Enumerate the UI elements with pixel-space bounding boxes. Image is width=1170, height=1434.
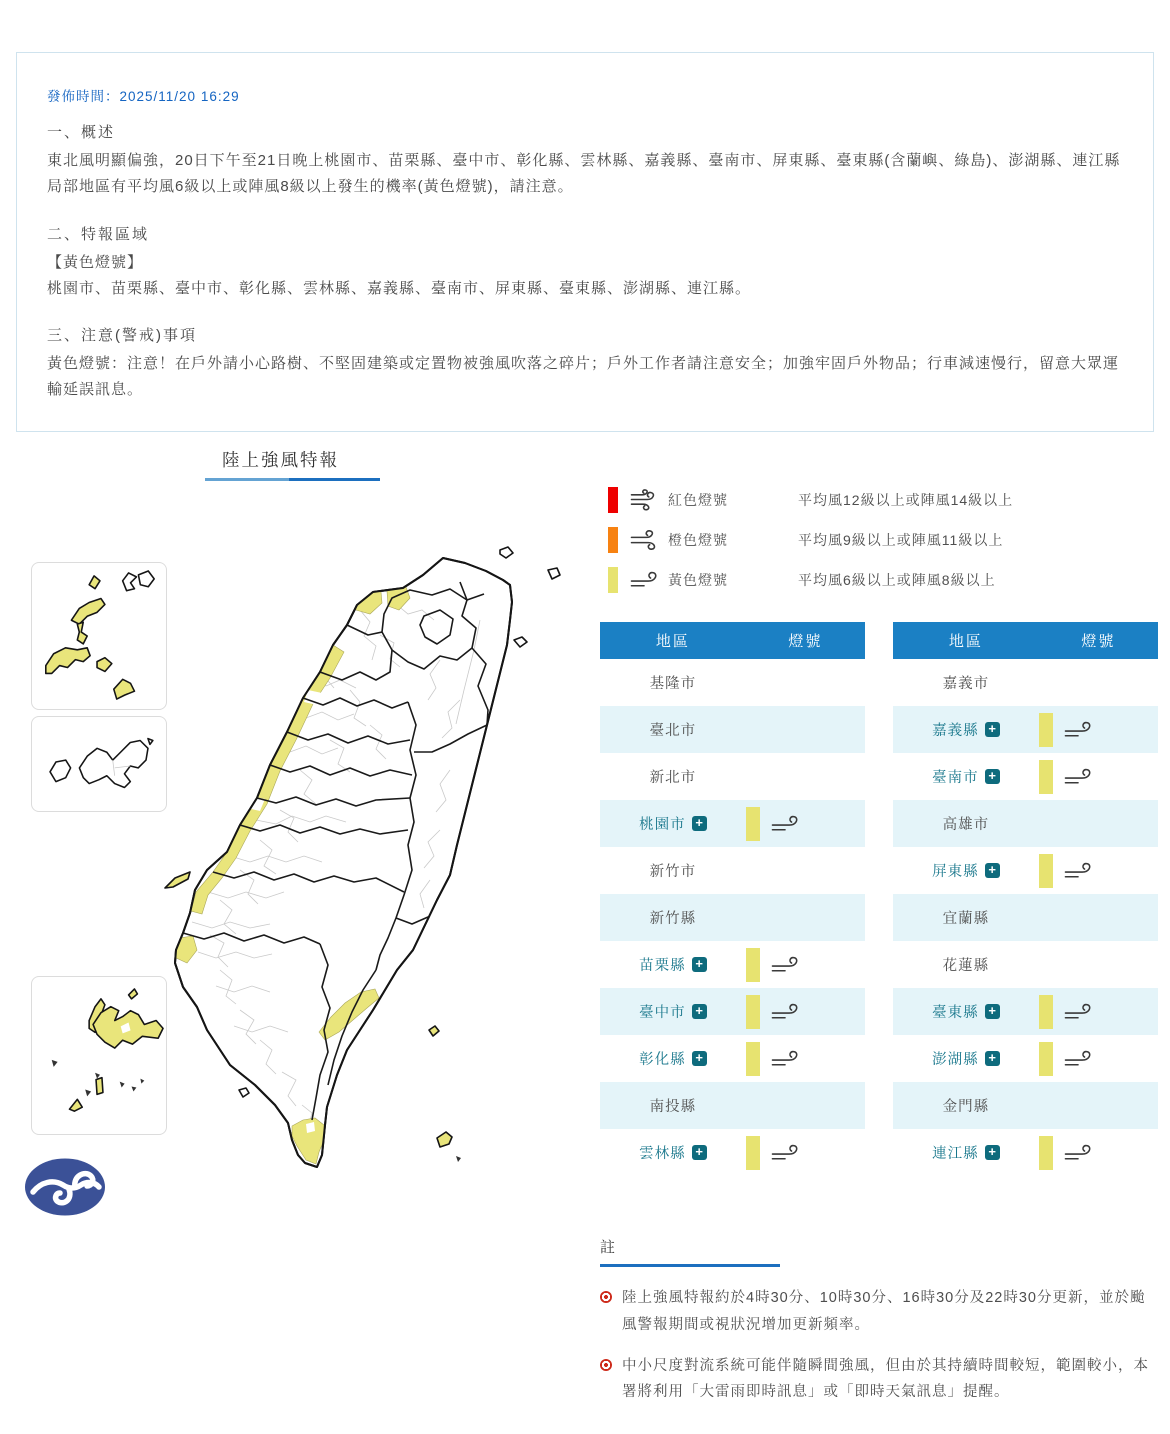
table-row <box>893 1082 1158 1129</box>
region-cell <box>893 672 1039 693</box>
signal-cell <box>746 995 865 1029</box>
table-row <box>893 1035 1158 1082</box>
region-cell <box>600 1048 746 1069</box>
signal-cell <box>1039 713 1158 747</box>
table-row <box>600 1082 865 1129</box>
islet-north-1 <box>500 547 513 558</box>
wind-icon <box>1062 1047 1094 1071</box>
section-1-title: 一、概述 <box>47 124 116 141</box>
legend-item <box>608 487 1013 513</box>
signal-cell <box>1039 1042 1158 1076</box>
region-name: 新竹縣 <box>649 911 697 927</box>
table-row <box>600 988 865 1035</box>
note-bullet-icon <box>600 1359 612 1371</box>
signal-cell <box>746 1136 865 1170</box>
expand-plus-icon[interactable]: + <box>692 1145 707 1160</box>
table-row <box>600 800 865 847</box>
table-header-region: 地區 <box>948 633 983 650</box>
region-cell <box>893 1001 1039 1022</box>
map-title-underline <box>205 478 380 481</box>
legend-signal-desc: 平均風12級以上或陣風14級以上 <box>798 492 1014 508</box>
expand-plus-icon[interactable]: + <box>692 957 707 972</box>
region-cell <box>893 766 1039 787</box>
islet-guishan <box>514 637 527 647</box>
note-bullet-icon <box>600 1291 612 1303</box>
expand-plus-icon[interactable]: + <box>692 816 707 831</box>
region-name: 嘉義市 <box>942 676 990 692</box>
region-cell <box>893 860 1039 881</box>
notes-title-underline <box>600 1264 780 1267</box>
publish-time: 發佈時間：2025/11/20 16:29 <box>47 89 240 104</box>
table-row <box>893 894 1158 941</box>
region-name: 南投縣 <box>649 1099 697 1115</box>
section-2-label: 【黃色燈號】 <box>47 253 144 271</box>
islet-keelung <box>548 568 560 579</box>
table-header <box>600 622 865 659</box>
yellow-signal-bar <box>746 995 760 1029</box>
section-2-body: 桃園市、苗栗縣、臺中市、彰化縣、雲林縣、嘉義縣、臺南市、屏東縣、臺東縣、澎湖縣、連江縣。 <box>47 279 752 297</box>
note-text: 陸上強風特報約於4時30分、10時30分、16時30分及22時30分更新，並於颱風警報期間或視狀況增加更新頻率。 <box>622 1290 1146 1333</box>
legend-item <box>608 527 1013 553</box>
wind-icon <box>1062 1000 1094 1024</box>
wind-icon <box>628 528 660 552</box>
region-cell <box>893 813 1039 834</box>
legend-signal-desc: 平均風9級以上或陣風11級以上 <box>798 532 1004 548</box>
table-row <box>600 1129 865 1176</box>
table-row <box>893 1129 1158 1176</box>
region-cell <box>600 1001 746 1022</box>
region-name: 基隆市 <box>649 676 697 692</box>
region-cell <box>893 907 1039 928</box>
islet-lanyu <box>437 1132 452 1147</box>
wind-icon <box>628 568 660 592</box>
region-cell <box>893 954 1039 975</box>
region-name[interactable]: 臺南市 <box>932 770 979 786</box>
region-name[interactable]: 雲林縣 <box>639 1146 686 1162</box>
inset-matsu-lienchiang <box>31 562 167 710</box>
wind-icon <box>769 953 801 977</box>
region-cell <box>600 766 746 787</box>
table-row <box>600 847 865 894</box>
yellow-signal-bar <box>746 1042 760 1076</box>
legend-signal-name: 紅色燈號 <box>668 492 728 508</box>
note-text: 中小尺度對流系統可能伴隨瞬間強風，但由於其持續時間較短，範圍較小，本署將利用「大雷雨即時訊息」或「即時天氣訊息」提醒。 <box>622 1357 1149 1401</box>
region-cell <box>600 860 746 881</box>
map-title: 陸上強風特報 <box>222 450 339 470</box>
table-header-region: 地區 <box>655 633 690 650</box>
region-name: 金門縣 <box>942 1099 990 1115</box>
region-name: 宜蘭縣 <box>942 911 990 927</box>
legend-signal-name: 橙色燈號 <box>668 532 728 548</box>
islet-green-island <box>429 1026 439 1036</box>
region-cell <box>600 813 746 834</box>
section-2-title: 二、特報區域 <box>47 225 150 243</box>
yellow-signal-bar <box>1039 854 1053 888</box>
cwb-agency-logo <box>23 1156 107 1218</box>
table-header-signal: 燈號 <box>1081 633 1116 650</box>
region-cell <box>893 1048 1039 1069</box>
signal-cell <box>746 1042 865 1076</box>
wind-icon <box>1062 765 1094 789</box>
yellow-signal-bar <box>1039 713 1053 747</box>
expand-plus-icon[interactable]: + <box>985 1145 1000 1160</box>
expand-plus-icon[interactable]: + <box>985 722 1000 737</box>
wind-icon <box>769 812 801 836</box>
table-row <box>893 753 1158 800</box>
table-row <box>600 659 865 706</box>
table-header-signal: 燈號 <box>788 633 823 650</box>
islet-waisanding-spit <box>165 872 190 888</box>
table-row <box>893 800 1158 847</box>
region-name[interactable]: 屏東縣 <box>932 864 979 880</box>
islet-lanyu-speck <box>456 1156 461 1162</box>
region-name: 新北市 <box>649 770 697 786</box>
yellow-signal-bar <box>746 948 760 982</box>
region-cell <box>600 1095 746 1116</box>
note-item <box>600 1285 1160 1339</box>
legend-signal-desc: 平均風6級以上或陣風8級以上 <box>798 572 996 588</box>
yellow-signal-bar <box>746 1136 760 1170</box>
expand-plus-icon[interactable]: + <box>692 1004 707 1019</box>
table-row <box>600 1035 865 1082</box>
section-3-title: 三、注意(警戒)事項 <box>47 327 197 344</box>
yellow-signal-bar <box>1039 995 1053 1029</box>
expand-plus-icon[interactable]: + <box>985 769 1000 784</box>
wind-icon <box>1062 718 1094 742</box>
region-name: 高雄市 <box>942 817 990 833</box>
signal-cell <box>1039 760 1158 794</box>
region-name[interactable]: 臺中市 <box>639 1005 686 1021</box>
wind-icon <box>628 488 660 512</box>
signal-cell <box>746 807 865 841</box>
bulletin-info-box <box>16 52 1154 432</box>
notes-title: 註 <box>600 1239 617 1256</box>
signal-legend <box>608 487 1013 607</box>
signal-cell <box>746 948 865 982</box>
taiwan-warning-map <box>20 540 580 1230</box>
inset-penghu <box>31 976 167 1135</box>
wind-icon <box>769 1141 801 1165</box>
table-row <box>893 659 1158 706</box>
signal-cell <box>1039 995 1158 1029</box>
region-cell <box>893 1095 1039 1116</box>
region-cell <box>600 1142 746 1163</box>
region-name[interactable]: 澎湖縣 <box>932 1052 979 1068</box>
table-header <box>893 622 1158 659</box>
note-item <box>600 1353 1160 1407</box>
region-name: 臺北市 <box>649 723 697 739</box>
region-cell <box>893 1142 1039 1163</box>
islet-liuqiu <box>239 1088 249 1097</box>
legend-color-bar <box>608 487 618 513</box>
inset-kinmen <box>31 716 167 812</box>
wind-icon <box>769 1000 801 1024</box>
section-3-body: 黃色燈號：注意！在戶外請小心路樹、不堅固建築或定置物被強風吹落之碎片；戶外工作者請注意安全；加強牢固戶外物品；行車減速慢行，留意大眾運輸延誤訊息。 <box>47 355 1120 399</box>
yellow-signal-bar <box>1039 760 1053 794</box>
region-cell <box>600 719 746 740</box>
notes-list <box>600 1285 1160 1406</box>
wind-icon <box>1062 859 1094 883</box>
region-name[interactable]: 苗栗縣 <box>639 958 686 974</box>
expand-plus-icon[interactable]: + <box>985 863 1000 878</box>
region-name[interactable]: 臺東縣 <box>932 1005 979 1021</box>
region-name[interactable]: 連江縣 <box>932 1146 979 1162</box>
expand-plus-icon[interactable]: + <box>985 1051 1000 1066</box>
table-row <box>600 706 865 753</box>
signal-cell <box>1039 854 1158 888</box>
table-row <box>893 847 1158 894</box>
table-row <box>600 941 865 988</box>
signal-table-right <box>893 622 1158 1176</box>
region-cell <box>600 907 746 928</box>
wind-icon <box>769 1047 801 1071</box>
region-cell <box>600 672 746 693</box>
notes-section <box>600 1236 1160 1420</box>
section-1-body: 東北風明顯偏強，20日下午至21日晚上桃園市、苗栗縣、臺中市、彰化縣、雲林縣、嘉義縣、臺南市、屏東縣、臺東縣(含蘭嶼、綠島)、澎湖縣、連江縣局部地區有平均風6級以上或陣風8級以上發生的機率(黃色燈號)，請注意。 <box>47 152 1121 196</box>
table-row <box>893 941 1158 988</box>
yellow-signal-bar <box>746 807 760 841</box>
expand-plus-icon[interactable]: + <box>985 1004 1000 1019</box>
legend-signal-name: 黃色燈號 <box>668 572 728 588</box>
region-name: 花蓮縣 <box>942 958 990 974</box>
table-row <box>893 988 1158 1035</box>
region-name[interactable]: 彰化縣 <box>639 1052 686 1068</box>
region-name: 新竹市 <box>649 864 697 880</box>
signal-table-left <box>600 622 865 1176</box>
table-row <box>600 753 865 800</box>
legend-item <box>608 567 1013 593</box>
region-cell <box>600 954 746 975</box>
yellow-signal-bar <box>1039 1042 1053 1076</box>
yellow-signal-bar <box>1039 1136 1053 1170</box>
region-cell <box>893 719 1039 740</box>
table-row <box>600 894 865 941</box>
wind-icon <box>1062 1141 1094 1165</box>
region-name[interactable]: 桃園市 <box>639 817 686 833</box>
region-name[interactable]: 嘉義縣 <box>932 723 979 739</box>
legend-color-bar <box>608 527 618 553</box>
signal-cell <box>1039 1136 1158 1170</box>
legend-color-bar <box>608 567 618 593</box>
expand-plus-icon[interactable]: + <box>692 1051 707 1066</box>
table-row <box>893 706 1158 753</box>
